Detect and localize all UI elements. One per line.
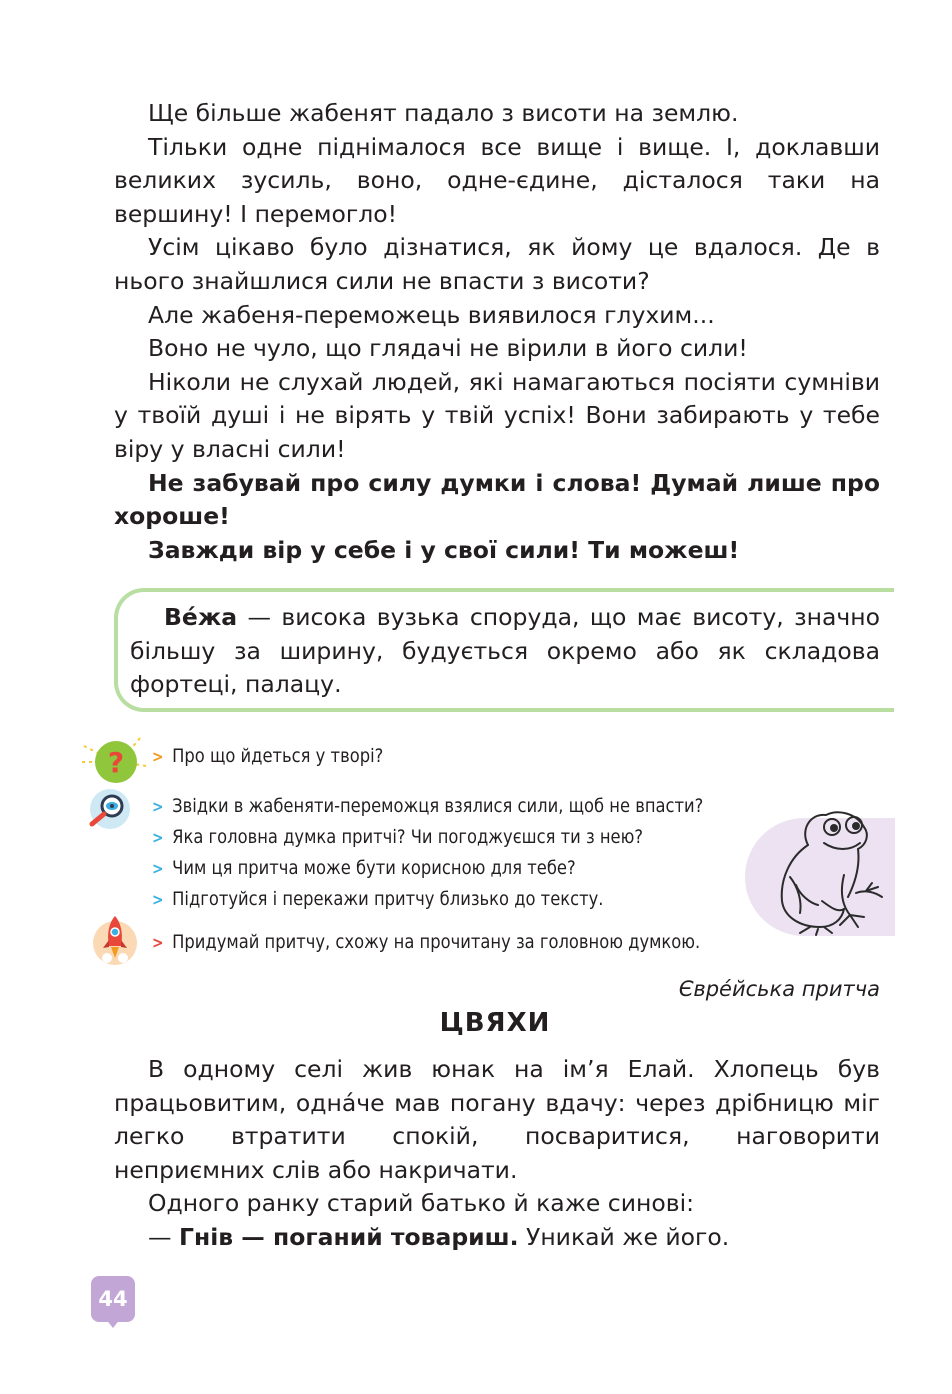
definition-body: — висока вузька споруда, що має висоту, значно більшу за ширину, будується окремо або як складова фортеці, палацу.: [130, 603, 880, 699]
paragraph: Усім цікаво було дізнатися, як йому це вдалося. Де в нього знайшлися сили не впасти з висоти?: [114, 233, 880, 295]
question-item: > Підготуйся і перекажи притчу близько до тексту.: [152, 888, 604, 910]
page-number-tail: [105, 1318, 121, 1328]
paragraph: Але жабеня-переможець виявилося глухим...: [148, 300, 715, 329]
magnifier-eye-icon: [84, 788, 136, 830]
marker: >: [152, 933, 164, 952]
marker: >: [152, 828, 164, 847]
question-item: > Звідки в жабеняти-переможця взялися сили, щоб не впасти?: [152, 795, 704, 817]
second-story-text: [114, 1053, 880, 1255]
rocket-icon: [88, 910, 142, 968]
paragraph: Ніколи не слухай людей, які намагаються посіяти сумніви у твоїй душі і не вірять у твій успіх! Вони забирають у тебе віру у власні сили!: [114, 367, 880, 463]
story-text: [114, 97, 880, 567]
question-item: > Чим ця притча може бути корисною для тебе?: [152, 857, 576, 879]
question-icon: [78, 732, 150, 788]
paragraph: Ще більше жабенят падало з висоти на землю.: [148, 99, 739, 127]
marker: >: [152, 859, 164, 878]
marker: >: [152, 797, 164, 816]
marker: >: [152, 747, 164, 766]
question-item: > Яка головна думка притчі? Чи погоджуєшся ти з нею?: [152, 826, 644, 848]
paragraph: В одному селі жив юнак на ім’я Елай. Хлопець був працьовитим, одна́че мав погану вдачу: через дрібницю міг легко втратити спокій, посваритися, наговорити неприємних слів або накричати.: [114, 1055, 880, 1184]
source-attribution: Євре́йська притча: [678, 977, 880, 1001]
story-title: ЦВЯХИ: [439, 1008, 551, 1038]
moral-paragraph: Не забувай про силу думки і слова! Думай лише про хороше!: [114, 468, 880, 531]
paragraph: Воно не чуло, що глядачі не вірили в його сили!: [148, 334, 748, 363]
page-number: 44: [91, 1276, 135, 1322]
bold-phrase: Гнів — поганий товариш.: [178, 1222, 519, 1251]
question-item: > Придумай притчу, схожу на прочитану за головною думкою.: [152, 931, 701, 953]
frog-illustration: [760, 805, 885, 937]
marker: >: [152, 890, 164, 909]
paragraph: — Гнів — поганий товариш. Уникай же його.: [148, 1222, 730, 1251]
moral-paragraph: Завжди вір у себе і у свої сили! Ти можеш!: [148, 535, 740, 564]
svg-text:?: ?: [107, 746, 125, 779]
definition-term: Ве́жа: [164, 603, 238, 631]
definition-text: [130, 601, 880, 702]
paragraph: Тільки одне піднімалося все вище і вище. І, доклавши великих зусиль, воно, одне-єдине, дісталося таки на вершину! І перемогло!: [114, 132, 880, 228]
paragraph: Одного ранку старий батько й каже синові:: [148, 1189, 695, 1218]
question-item: > Про що йдеться у творі?: [152, 745, 384, 767]
